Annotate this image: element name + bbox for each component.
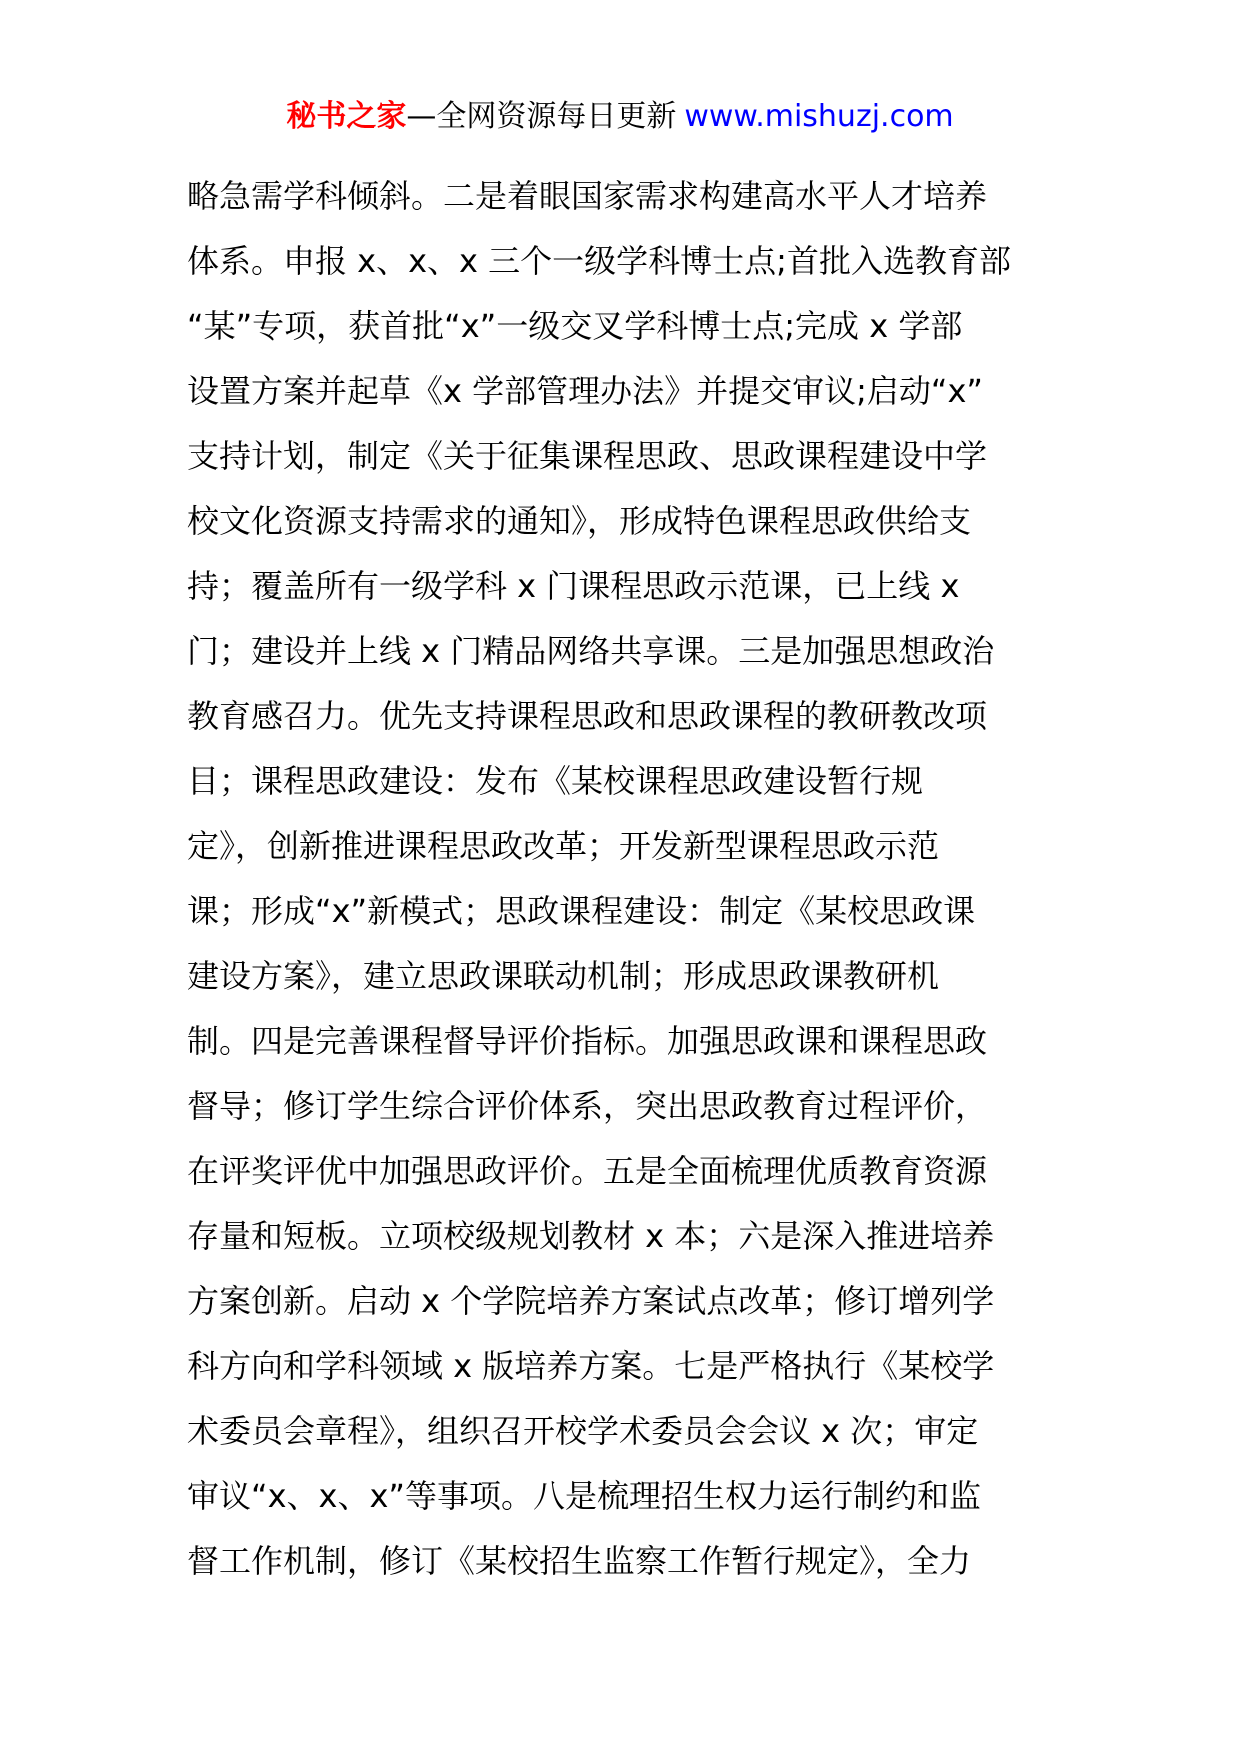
page-header [0,96,1240,138]
text-line: 定》，创新推进课程思政改革；开发新型课程思政示范 [187,827,940,865]
text-line: 教育感召力。优先支持课程思政和思政课程的教研教改项 [187,697,988,735]
text-line: 审议“x、x、x”等事项。八是梳理招生权力运行制约和监 [187,1477,981,1515]
text-line: 术委员会章程》，组织召开校学术委员会会议 x 次；审定 [187,1412,979,1450]
text-line: 督导；修订学生综合评价体系，突出思政教育过程评价， [187,1087,988,1125]
text-line: 制。四是完善课程督导评价指标。加强思政课和课程思政 [187,1022,988,1060]
site-url-link[interactable]: www.mishuzj.com [684,99,954,134]
text-line: 持；覆盖所有一级学科 x 门课程思政示范课，已上线 x [187,567,960,605]
text-line: 科方向和学科领域 x 版培养方案。七是严格执行《某校学 [187,1347,995,1385]
text-line: “某”专项，获首批“x”一级交叉学科博士点;完成 x 学部 [187,307,963,345]
text-line: 略急需学科倾斜。二是着眼国家需求构建高水平人才培养 [187,177,988,215]
text-line: 存量和短板。立项校级规划教材 x 本；六是深入推进培养 [187,1217,995,1255]
text-line: 支持计划，制定《关于征集课程思政、思政课程建设中学 [187,437,988,475]
site-brand: 秘书之家 [286,99,407,134]
text-line: 方案创新。启动 x 个学院培养方案试点改革；修订增列学 [187,1282,995,1320]
text-line: 在评奖评优中加强思政评价。五是全面梳理优质教育资源 [187,1152,988,1190]
text-line: 督工作机制，修订《某校招生监察工作暂行规定》，全力 [187,1542,972,1580]
text-line: 设置方案并起草《x 学部管理办法》并提交审议;启动“x” [187,372,983,410]
text-line: 目；课程思政建设：发布《某校课程思政建设暂行规 [187,762,924,800]
text-line: 体系。申报 x、x、x 三个一级学科博士点;首批入选教育部 [187,242,1011,280]
text-line: 课；形成“x”新模式；思政课程建设：制定《某校思政课 [187,892,976,930]
document-body [187,164,1057,1594]
site-tagline: —全网资源每日更新 [406,99,677,134]
text-line: 校文化资源支持需求的通知》，形成特色课程思政供给支 [187,502,972,540]
text-line: 门；建设并上线 x 门精品网络共享课。三是加强思想政治 [187,632,995,670]
text-line: 建设方案》，建立思政课联动机制；形成思政课教研机 [187,957,940,995]
